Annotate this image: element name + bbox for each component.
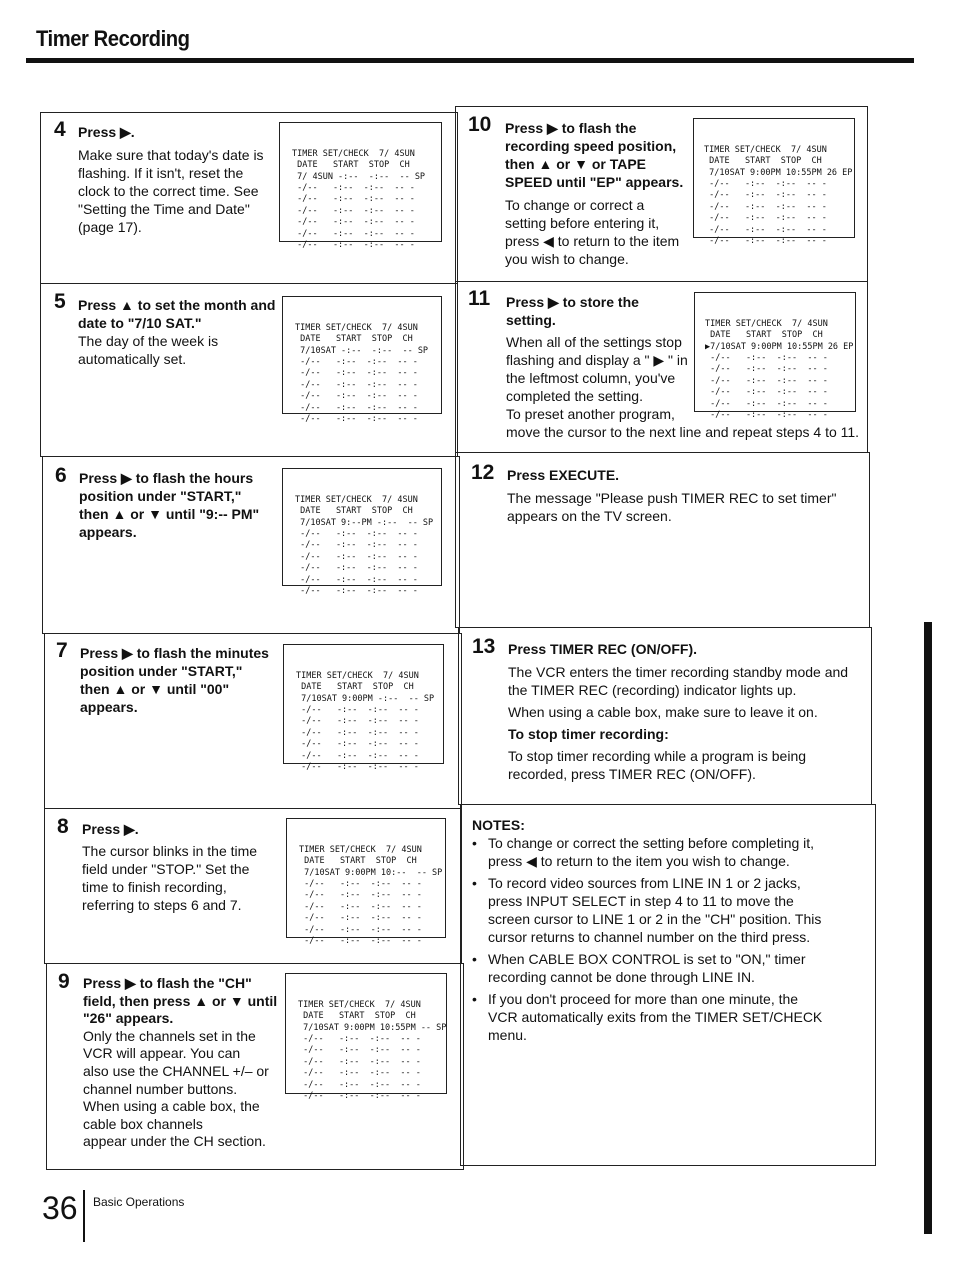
title-rule bbox=[26, 58, 914, 63]
step-instruction: Press ▶. bbox=[82, 821, 139, 837]
step-subheading: To stop timer recording: bbox=[508, 726, 669, 742]
step-detail: appears on the TV screen. bbox=[507, 508, 672, 524]
step-detail: appear under the CH section. bbox=[83, 1133, 266, 1150]
timer-screen: TIMER SET/CHECK 7/ 4SUN DATE START STOP CH 7/10SAT 9:--PM -:-- -- SP -/-- -:-- -:-- -- - -/-- -:-- -:-- -- - -/-- -:-- -:-- -- - -/-- -:-- -:-- -- - -/-- -:-- -:-- -- - -/-- -:-- -:-- -- - bbox=[282, 468, 442, 586]
step-instruction: then ▲ or ▼ or TAPE bbox=[505, 156, 647, 172]
step-detail: recorded, press TIMER REC (ON/OFF). bbox=[508, 766, 756, 782]
step-instruction: Press ▶ to flash the "CH" bbox=[83, 975, 252, 991]
step-text bbox=[78, 296, 283, 368]
step-number: 12 bbox=[471, 461, 495, 484]
timer-screen: TIMER SET/CHECK 7/ 4SUN DATE START STOP CH 7/10SAT 9:00PM -:-- -- SP -/-- -:-- -:-- -- - -/-- -:-- -:-- -- - -/-- -:-- -:-- -- - -/-- -:-- -:-- -- - -/-- -:-- -:-- -- - -/-- -:-- -:-- -- - bbox=[283, 644, 444, 764]
step-instruction: recording speed position, bbox=[505, 138, 677, 154]
step-detail: press ◀ to return to the item bbox=[505, 233, 680, 249]
step-text bbox=[82, 820, 282, 914]
bullet-icon: • bbox=[472, 951, 477, 967]
step-instruction: Press ▶ to store the bbox=[506, 294, 639, 310]
bullet-icon: • bbox=[472, 991, 477, 1007]
step-text bbox=[505, 119, 695, 268]
note-item: • When CABLE BOX CONTROL is set to "ON," timer recording cannot be done through LINE IN. bbox=[472, 951, 806, 985]
step-instruction: field, then press ▲ or ▼ until bbox=[83, 992, 278, 1009]
step-detail: Only the channels set in the bbox=[83, 1027, 256, 1044]
step-detail: cable box channels bbox=[83, 1115, 203, 1132]
footer-divider bbox=[83, 1190, 85, 1242]
step-instruction: "26" appears. bbox=[83, 1010, 174, 1027]
step-number: 5 bbox=[54, 290, 66, 313]
step-text bbox=[78, 123, 278, 236]
step-instruction: Press ▲ to set the month and bbox=[78, 297, 276, 313]
timer-screen: TIMER SET/CHECK 7/ 4SUN DATE START STOP CH 7/10SAT 9:00PM 10:55PM -- SP -/-- -:-- -:-- -- - -/-- -:-- -:-- -- - -/-- -:-- -:-- -- - -/-- -:-- -:-- -- - -/-- -:-- -:-- -- - -/-- -:-- -:-- -- - bbox=[285, 973, 447, 1094]
step-number: 11 bbox=[468, 287, 491, 310]
step-instruction: position under "START," bbox=[79, 488, 242, 504]
step-text bbox=[83, 975, 288, 1151]
step-detail: clock to the correct time. See bbox=[78, 183, 259, 199]
step-number: 10 bbox=[468, 113, 492, 136]
timer-screen: TIMER SET/CHECK 7/ 4SUN DATE START STOP CH 7/ 4SUN -:-- -:-- -- SP -/-- -:-- -:-- -- - -/-- -:-- -:-- -- - -/-- -:-- -:-- -- - -/-- -:-- -:-- -- - -/-- -:-- -:-- -- - -/-- -:-- -:-- -- - bbox=[279, 122, 442, 242]
step-detail: The cursor blinks in the time bbox=[82, 843, 258, 859]
step-detail: move the cursor to the next line and repeat steps 4 to 11. bbox=[506, 424, 860, 440]
section-label: Basic Operations bbox=[93, 1195, 185, 1209]
step-detail: time to finish recording, bbox=[82, 879, 227, 895]
step-detail: also use the CHANNEL +/– or bbox=[83, 1062, 269, 1079]
step-detail: To change or correct a bbox=[505, 197, 645, 213]
note-item: • To change or correct the setting before completing it, press ◀ to return to the item you wish to change. bbox=[472, 835, 815, 869]
step-text bbox=[508, 640, 868, 783]
step-instruction: then ▲ or ▼ until "00" bbox=[80, 681, 230, 697]
step-detail: Make sure that today's date is bbox=[78, 147, 264, 163]
timer-screen: TIMER SET/CHECK 7/ 4SUN DATE START STOP CH 7/10SAT -:-- -:-- -- SP -/-- -:-- -:-- -- - -/-- -:-- -:-- -- - -/-- -:-- -:-- -- - -/-- -:-- -:-- -- - -/-- -:-- -:-- -- - -/-- -:-- -:-- -- - bbox=[282, 296, 442, 414]
step-detail: When all of the settings stop bbox=[506, 334, 682, 350]
step-instruction: appears. bbox=[79, 524, 137, 540]
step-detail: To preset another program, bbox=[506, 406, 675, 422]
step-detail: the leftmost column, you've bbox=[506, 370, 676, 386]
step-number: 9 bbox=[58, 970, 70, 993]
notes-heading: NOTES: bbox=[472, 817, 525, 833]
step-number: 8 bbox=[57, 815, 69, 838]
step-number: 13 bbox=[472, 635, 496, 658]
step-instruction: SPEED until "EP" appears. bbox=[505, 174, 684, 190]
step-detail: When using a cable box, make sure to leave it on. bbox=[508, 704, 818, 720]
step-detail: flashing and display a " ▶ " in bbox=[506, 352, 688, 368]
step-number: 7 bbox=[56, 639, 68, 662]
timer-screen: TIMER SET/CHECK 7/ 4SUN DATE START STOP CH 7/10SAT 9:00PM 10:-- -- SP -/-- -:-- -:-- -- - -/-- -:-- -:-- -- - -/-- -:-- -:-- -- - -/-- -:-- -:-- -- - -/-- -:-- -:-- -- - -/-- -:-- -:-- -- - bbox=[286, 818, 446, 938]
step-detail: "Setting the Time and Date" bbox=[78, 201, 250, 217]
step-detail: field under "STOP." Set the bbox=[82, 861, 250, 877]
step-detail: completed the setting. bbox=[506, 388, 643, 404]
step-instruction: Press EXECUTE. bbox=[507, 467, 620, 483]
step-detail: channel number buttons. bbox=[83, 1080, 238, 1097]
note-item: • If you don't proceed for more than one minute, the VCR automatically exits from the TIMER SET/CHECK menu. bbox=[472, 991, 823, 1043]
step-detail: The VCR enters the timer recording standby mode and bbox=[508, 664, 849, 680]
timer-screen: TIMER SET/CHECK 7/ 4SUN DATE START STOP CH 7/10SAT 9:00PM 10:55PM 26 EP -/-- -:-- -:-- -- - -/-- -:-- -:-- -- - -/-- -:-- -:-- -- - -/-- -:-- -:-- -- - -/-- -:-- -:-- -- - -/-- -:-- -:-- -- - bbox=[693, 118, 855, 238]
bullet-icon: • bbox=[472, 835, 477, 851]
step-detail: VCR will appear. You can bbox=[83, 1045, 241, 1062]
step-text bbox=[80, 644, 280, 716]
step-instruction: Press ▶ to flash the bbox=[505, 120, 637, 136]
step-detail: The message "Please push TIMER REC to set timer" bbox=[507, 490, 837, 506]
timer-screen: TIMER SET/CHECK 7/ 4SUN DATE START STOP CH ▶7/10SAT 9:00PM 10:55PM 26 EP -/-- -:-- -:-- -- - -/-- -:-- -:-- -- - -/-- -:-- -:-- -- - -/-- -:-- -:-- -- - -/-- -:-- -:-- -- - -/-- -:-- -:-- -- - bbox=[694, 292, 856, 412]
page-title: Timer Recording bbox=[36, 26, 190, 51]
step-instruction: Press ▶ to flash the minutes bbox=[80, 645, 269, 661]
step-text bbox=[507, 466, 867, 525]
step-detail: flashing. If it isn't, reset the bbox=[78, 165, 244, 181]
step-instruction: Press TIMER REC (ON/OFF). bbox=[508, 641, 698, 657]
note-item: • To record video sources from LINE IN 1 or 2 jacks, press INPUT SELECT in step 4 to 11 to move the screen cursor to LINE 1 or 2 in the "CH" position. This cursor returns to channel number on the third press. bbox=[472, 875, 822, 945]
step-number: 6 bbox=[55, 464, 67, 487]
step-instruction: position under "START," bbox=[80, 663, 243, 679]
step-detail: you wish to change. bbox=[505, 251, 629, 267]
step-instruction: Press ▶ to flash the hours bbox=[79, 470, 254, 486]
step-detail: When using a cable box, the bbox=[83, 1098, 260, 1115]
page-number: 36 bbox=[42, 1190, 78, 1226]
bullet-icon: • bbox=[472, 875, 477, 891]
step-detail: To stop timer recording while a program is being bbox=[508, 748, 807, 764]
edge-bar bbox=[924, 622, 932, 1234]
step-detail: (page 17). bbox=[78, 219, 142, 235]
step-detail: setting before entering it, bbox=[505, 215, 660, 231]
step-detail: The day of the week is bbox=[78, 333, 219, 349]
step-detail: the TIMER REC (recording) indicator lights up. bbox=[508, 682, 797, 698]
step-number: 4 bbox=[54, 118, 66, 141]
step-instruction: Press ▶. bbox=[78, 124, 135, 140]
notes bbox=[472, 816, 867, 1044]
step-instruction: setting. bbox=[506, 312, 556, 328]
step-instruction: then ▲ or ▼ until "9:-- PM" bbox=[79, 506, 260, 522]
step-text bbox=[79, 469, 279, 541]
step-detail: referring to steps 6 and 7. bbox=[82, 897, 242, 913]
step-detail: automatically set. bbox=[78, 351, 187, 367]
step-instruction: appears. bbox=[80, 699, 138, 715]
step-instruction: date to "7/10 SAT." bbox=[78, 315, 202, 331]
